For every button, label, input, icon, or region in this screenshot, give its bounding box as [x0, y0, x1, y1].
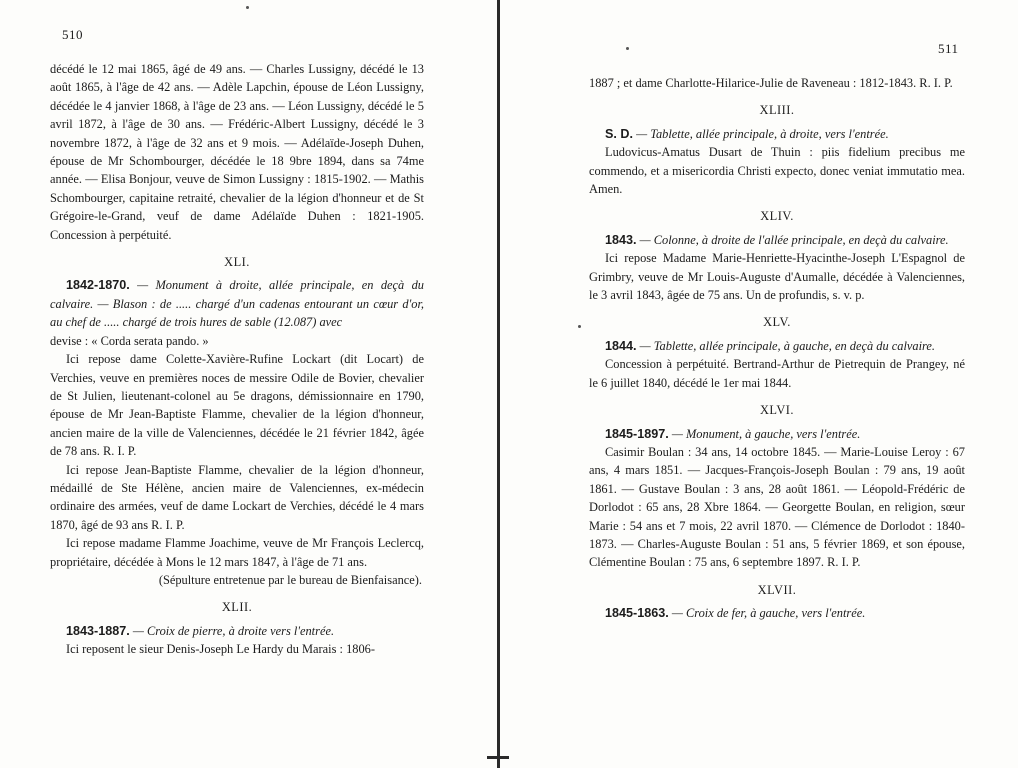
- paragraph-continuation: 1887 ; et dame Charlotte-Hilarice-Julie de Raveneau : 1812-1843. R. I. P.: [589, 76, 953, 90]
- entry-description: — Croix de pierre, à droite vers l'entrée.: [132, 623, 335, 638]
- entry-description: — Tablette, allée principale, à droite, vers l'entrée.: [636, 126, 889, 141]
- book-gutter: [497, 0, 500, 768]
- left-page-body: [50, 60, 424, 659]
- entry-xliv-paragraph: Ici repose Madame Marie-Henriette-Hyacinthe-Joseph L'Espagnol de Grimbry, veuve de Mr Louis-Auguste d'Aumalle, décédée à Valenciennes, le 3 avril 1843, âgée de 75 ans. Un de profundis, s. v. p.: [589, 251, 965, 303]
- entry-date: 1842-1870.: [66, 278, 130, 293]
- entry-xli-paragraph: Ici repose Jean-Baptiste Flamme, chevalier de la légion d'honneur, médaillé de Ste Hélène, ancien maire de Valenciennes, ex-médecin ordinaire des armées, veuf de dame Lockart de Verchies, décédé le 4 mars 1870, âgé de 93 ans R. I. P.: [50, 462, 424, 532]
- section-heading-xliii: XLIII.: [759, 103, 795, 118]
- entry-xlii-paragraph: Ici reposent le sieur Denis-Joseph Le Hardy du Marais : 1806-: [66, 642, 375, 657]
- entry-xlvii-header: [589, 604, 965, 622]
- entry-xlv-paragraph: Concession à perpétuité. Bertrand-Arthur de Pietrequin de Prangey, né le 6 juillet 1840, décédé le 1er mai 1844.: [589, 357, 965, 390]
- entry-description: — Monument à droite, allée principale, en deçà du calvaire. — Blason : de ..... chargé d'un cadenas entourant un cœur d'or, au chef de ..... chargé de trois hures de sable (12.087) avec: [50, 278, 424, 330]
- entry-xli-paragraph: Ici repose madame Flamme Joachime, veuve de Mr François Leclercq, propriétaire, décédée à Mons le 12 mars 1847, à l'âge de 71 ans.: [50, 536, 424, 569]
- right-page-body: [589, 74, 965, 623]
- entry-date: 1845-1863.: [605, 606, 669, 621]
- right-page: [501, 0, 1018, 768]
- page-number-left: 510: [62, 27, 83, 42]
- entry-xliii-header: [589, 125, 965, 143]
- entry-xlii-header: [50, 622, 424, 640]
- section-heading-xlvi: XLVI.: [759, 403, 795, 418]
- page-number-right: 511: [938, 41, 959, 56]
- entry-xli-devise: devise : « Corda serata pando. »: [50, 333, 209, 348]
- entry-description: — Tablette, allée principale, à gauche, en deçà du calvaire.: [639, 338, 935, 353]
- entry-xlvi-paragraph: Casimir Boulan : 34 ans, 14 octobre 1845. — Marie-Louise Leroy : 67 ans, 4 mars 1851. — Jacques-François-Joseph Boulan : 79 ans, 19 août 1861. — Gustave Boulan : 3 ans, 28 août 1861. — Léopold-Frédéric de Dorlodot : 65 ans, 28 Xbre 1864. — Georgette Boulan, en religion, sœur Marie : 54 ans et 7 mois, 22 avril 1870. — Clémence de Dorlodot : 1840-1873. — Charles-Auguste Boulan : 51 ans, 5 février 1869, et son épouse, Clémentine Boulan : 75 ans, 6 septembre 1897. R. I. P.: [589, 444, 965, 570]
- section-heading-xlv: XLV.: [763, 315, 791, 330]
- entry-date: S. D.: [605, 126, 633, 141]
- section-heading-xliv: XLIV.: [760, 209, 794, 224]
- left-page: [0, 0, 498, 768]
- entry-date: 1844.: [605, 338, 637, 353]
- scan-speck: [246, 6, 249, 9]
- entry-xli-header: [50, 276, 424, 331]
- entry-date: 1843-1887.: [66, 623, 130, 638]
- entry-xli-note: (Sépulture entretenue par le bureau de Bienfaisance).: [158, 572, 422, 587]
- section-heading-xlvii: XLVII.: [757, 582, 797, 597]
- entry-xlvi-header: [589, 425, 965, 443]
- entry-description: — Colonne, à droite de l'allée principale, en deçà du calvaire.: [639, 232, 949, 247]
- paragraph-continuation: décédé le 12 mai 1865, âgé de 49 ans. — Charles Lussigny, décédé le 13 août 1865, à l'âge de 42 ans. — Adèle Lapchin, épouse de Léon Lussigny, décédée le 4 janvier 1868, à l'âge de 23 ans. — Léon Lussigny, décédé le 5 avril 1872, à l'âge de 30 ans. — Frédéric-Albert Lussigny, décédé le 3 novembre 1872, à l'âge de 32 ans et 9 mois. — Adélaïde-Joseph Duhen, épouse de Mr Schombourger, décédée le 18 9bre 1894, dans sa 74me année. — Elisa Bonjour, veuve de Simon Lussigny : 1815-1902. — Mathis Schombourger, capitaine retraité, chevalier de la légion d'honneur et de St Grégoire-le-Grand, veuf de dame Adélaïde Duhen : 1821-1905. Concession à perpétuité.: [50, 62, 424, 242]
- entry-xli-paragraph: Ici repose dame Colette-Xavière-Rufine Lockart (dit Locart) de Verchies, veuve en premières noces de messire Odile de Bovier, chevalier de St Julien, lieutenant-colonel au 5e dragons, démissionnaire en 1790, épouse de Mr Jean-Baptiste Flamme, chevalier de la légion d'honneur, ancien maire de la ville de Valenciennes, décédée le 21 février 1842, âgée de 78 ans. R. I. P.: [50, 352, 424, 459]
- entry-xliii-paragraph: Ludovicus-Amatus Dusart de Thuin : piis fidelium precibus me commendo, et a misericordia Christi expecto, donec veniat immutatio mea. Amen.: [589, 145, 965, 197]
- entry-xlv-header: [589, 337, 965, 355]
- entry-description: — Monument, à gauche, vers l'entrée.: [671, 426, 861, 441]
- entry-date: 1845-1897.: [605, 426, 669, 441]
- entry-description: — Croix de fer, à gauche, vers l'entrée.: [671, 606, 866, 621]
- entry-xliv-header: [589, 231, 965, 249]
- scan-speck: [626, 47, 629, 50]
- entry-date: 1843.: [605, 232, 637, 247]
- scan-speck: [578, 325, 581, 328]
- section-heading-xli: XLI.: [224, 255, 250, 270]
- section-heading-xlii: XLII.: [221, 600, 253, 615]
